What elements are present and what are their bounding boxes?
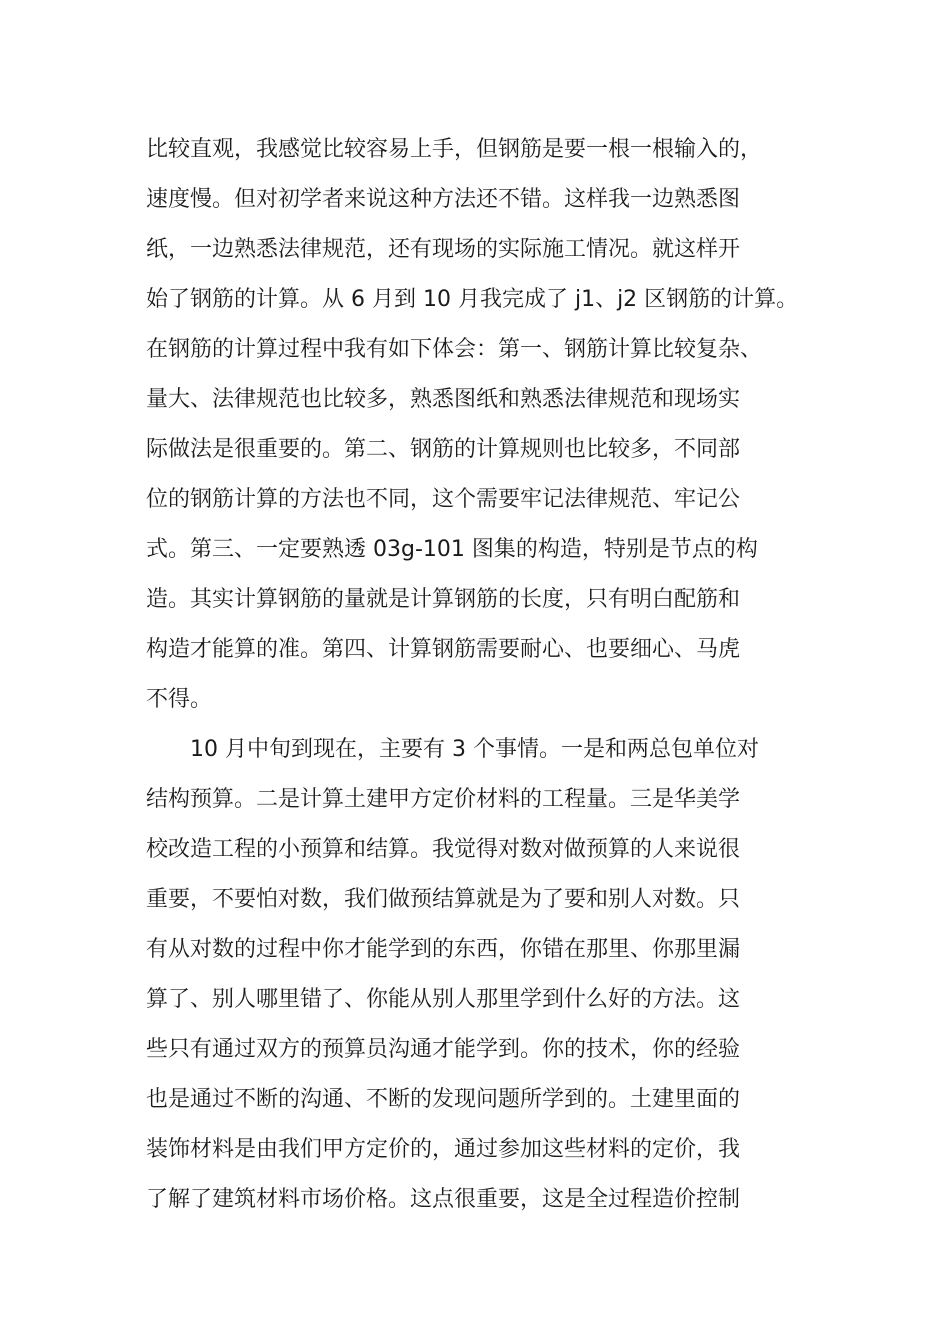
text-line: 了解了建筑材料市场价格。这点很重要，这是全过程造价控制 [146,1187,741,1212]
text-line: 造。其实计算钢筋的量就是计算钢筋的长度，只有明白配筋和 [146,587,741,612]
text-line: 算了、别人哪里错了、你能从别人那里学到什么好的方法。这 [146,987,741,1012]
text-line: 也是通过不断的沟通、不断的发现问题所学到的。土建里面的 [146,1087,741,1112]
text-line: 速度慢。但对初学者来说这种方法还不错。这样我一边熟悉图 [146,187,741,212]
text-line: 位的钢筋计算的方法也不同，这个需要牢记法律规范、牢记公 [146,487,741,512]
text-line: 量大、法律规范也比较多，熟悉图纸和熟悉法律规范和现场实 [146,387,741,412]
text-line: 些只有通过双方的预算员沟通才能学到。你的技术，你的经验 [146,1037,741,1062]
text-line: 在钢筋的计算过程中我有如下体会：第一、钢筋计算比较复杂、 [146,337,763,362]
body-text [146,125,816,1225]
text-line: 重要，不要怕对数，我们做预结算就是为了要和别人对数。只 [146,887,741,912]
text-line: 纸，一边熟悉法律规范，还有现场的实际施工情况。就这样开 [146,237,741,262]
text-line: 构造才能算的准。第四、计算钢筋需要耐心、也要细心、马虎 [146,637,741,662]
text-line: 际做法是很重要的。第二、钢筋的计算规则也比较多，不同部 [146,437,741,462]
text-line: 结构预算。二是计算土建甲方定价材料的工程量。三是华美学 [146,787,741,812]
text-line: 始了钢筋的计算。从 6 月到 10 月我完成了 j1、j2 区钢筋的计算。 [146,287,799,312]
text-line: 不得。 [146,687,213,712]
text-line: 式。第三、一定要熟透 03g-101 图集的构造，特别是节点的构 [146,537,758,562]
text-line: 有从对数的过程中你才能学到的东西，你错在那里、你那里漏 [146,937,741,962]
text-line: 10 月中旬到现在，主要有 3 个事情。一是和两总包单位对 [146,737,759,762]
text-line: 装饰材料是由我们甲方定价的，通过参加这些材料的定价，我 [146,1137,741,1162]
text-line: 校改造工程的小预算和结算。我觉得对数对做预算的人来说很 [146,837,741,862]
text-line: 比较直观，我感觉比较容易上手，但钢筋是要一根一根输入的， [146,137,763,162]
